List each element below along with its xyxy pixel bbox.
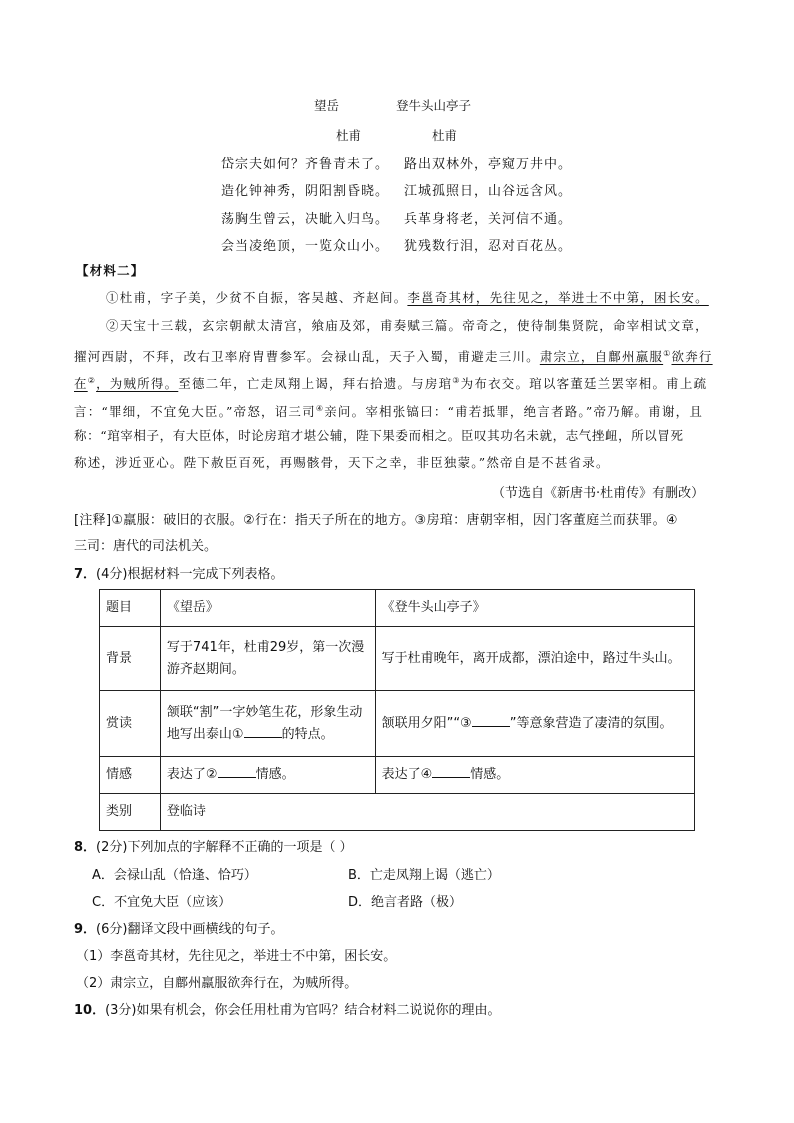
q7-table: [99, 589, 695, 831]
cell-text: 情感。: [470, 767, 510, 782]
question-number: 8．: [74, 840, 97, 855]
question-score: (4分): [96, 567, 128, 582]
material2-paragraph2-line: [74, 368, 707, 397]
answer-blank[interactable]: [244, 725, 282, 738]
poem1-line: 荡胸生曾云，决眦入归鸟。: [221, 212, 390, 227]
poem2-title: 登牛头山亭子: [396, 98, 472, 113]
table-cell: [160, 691, 375, 757]
underlined-sentence: ，为贼所得。: [96, 376, 179, 392]
table-cell: [375, 757, 694, 794]
cell-text: ”等意象营造了凄清的氛围。: [509, 715, 673, 731]
poem2-line: 犹残数行泪，忍对百花丛。: [404, 239, 573, 254]
poem1-line: 造化钟神秀，阴阳割昏晓。: [221, 184, 390, 199]
option-a[interactable]: A．会禄山乱（恰逢、恰巧）: [92, 868, 257, 883]
question-number: 10．: [74, 1003, 106, 1018]
table-cell: 类别: [100, 794, 161, 831]
notes-line: [注释]①羸服：破旧的衣服。②行在：指天子所在的地方。③房琯：唐朝宰相，因门客董庭兰而获罪。④: [74, 513, 678, 528]
option-d[interactable]: D．绝言者路（极）: [348, 895, 463, 910]
cell-text: 表达了②: [166, 767, 218, 782]
question-text: 翻译文段中画横线的句子。: [127, 922, 284, 937]
question-text: 如果有机会，你会任用杜甫为官吗？结合材料二说说你的理由。: [136, 1003, 501, 1018]
paragraph-text: 至德二年，亡走凤翔上谒，拜右拾遗。与房琯: [178, 376, 453, 392]
question-7: [74, 563, 283, 582]
question-score: (2分): [96, 840, 128, 855]
underlined-sentence: 肃宗立，自鄜州羸服: [539, 349, 664, 365]
material2-source: （节选自《新唐书·杜甫传》有删改）: [492, 486, 705, 501]
question-score: (6分): [96, 922, 128, 937]
material2-heading: 【材料二】: [76, 263, 145, 278]
material2-paragraph2-line: ②天宝十三载，玄宗朝献太清宫，飨庙及郊，甫奏赋三篇。帝奇之，使待制集贤院，命宰相试文章，: [106, 318, 709, 333]
table-row: [100, 757, 695, 794]
poem2-line: 路出双林外，亭窥万井中。: [404, 157, 573, 172]
poem1-author: 杜甫: [336, 128, 362, 143]
question-10: [74, 999, 501, 1018]
material2-paragraph2-line: [74, 396, 703, 425]
poem2-line: 兵革身将老，关河信不通。: [404, 212, 573, 227]
option-b[interactable]: B．亡走凤翔上谒（逃亡）: [348, 868, 500, 883]
material2-paragraph2-line: 称述，涉近亚心。陛下赦臣百死，再赐骸骨，天下之幸，非臣独蒙。”然帝自是不甚省录。: [74, 455, 610, 470]
question-9: [74, 918, 283, 937]
question-number: 7．: [74, 567, 97, 582]
table-cell: 情感: [100, 757, 161, 794]
translation-item: （2）肃宗立，自鄜州羸服欲奔行在，为贼所得。: [76, 976, 358, 991]
paragraph-text: 亲问。宰相张镐曰：“甫若抵罪，绝言者路。”帝乃解。甫谢，且: [324, 404, 704, 420]
table-cell: 赏读: [100, 691, 161, 757]
cell-text: 情感。: [255, 767, 295, 782]
answer-blank[interactable]: [218, 765, 256, 778]
poem1-line: 岱宗夫如何？齐鲁青未了。: [221, 157, 390, 172]
question-text: 根据材料一完成下列表格。: [127, 567, 284, 582]
paragraph-text: 为布衣交。琯以客董廷兰罢宰相。甫上疏: [460, 376, 708, 392]
underlined-sentence: 在: [74, 376, 88, 392]
paragraph-text: ①杜甫，字子美，少贫不自振，客吴越、齐赵间。: [106, 290, 408, 305]
footnote-marker: ③: [452, 376, 461, 385]
notes-line: 三司：唐代的司法机关。: [74, 539, 218, 554]
question-text: 下列加点的字解释不正确的一项是（ ）: [127, 840, 353, 855]
underlined-sentence: 李邕奇其材，先往见之，举进士不中第，困长安。: [407, 290, 709, 305]
paragraph-text: 擢河西尉，不拜，改右卫率府胄曹参军。会禄山乱，天子入蜀，甫避走三川。: [74, 349, 540, 365]
poem2-author: 杜甫: [432, 128, 458, 143]
table-cell: 背景: [100, 627, 161, 691]
footnote-marker: ①: [663, 349, 672, 358]
option-c[interactable]: C．不宜免大臣（应该）: [92, 895, 232, 910]
answer-blank[interactable]: [472, 714, 510, 727]
table-row: [100, 627, 695, 691]
table-cell: 《望岳》: [160, 590, 375, 627]
table-cell: [160, 757, 375, 794]
cell-text: 颔联用夕阳”“③: [381, 715, 472, 731]
table-row: [100, 590, 695, 627]
material2-paragraph2-line: 称：“琯宰相子，有大臣体，时论房琯才堪公辅，陛下果委而相之。臣叹其功名未就，志气挫衄，所以冒死: [74, 428, 684, 443]
material2-paragraph2-line: [74, 341, 713, 370]
cell-text: 表达了④: [381, 767, 433, 782]
question-8: [74, 836, 353, 855]
cell-text: 的特点。: [281, 726, 334, 742]
translation-item: （1）李邕奇其材，先往见之，举进士不中第，困长安。: [76, 949, 397, 964]
question-number: 9．: [74, 922, 97, 937]
table-cell: 写于杜甫晚年，离开成都，漂泊途中，路过牛头山。: [375, 627, 694, 691]
table-row: [100, 794, 695, 831]
question-score: (3分): [105, 1003, 137, 1018]
poem1-title: 望岳: [314, 98, 340, 113]
footnote-marker: ②: [87, 376, 97, 385]
table-row: [100, 691, 695, 757]
table-cell: 题目: [100, 590, 161, 627]
poem1-line: 会当凌绝顶，一览众山小。: [221, 239, 390, 254]
table-cell: 《登牛头山亭子》: [375, 590, 694, 627]
paragraph-text: 言：“罪细，不宜免大臣。”帝怒，诏三司: [74, 404, 316, 420]
table-cell: 登临诗: [160, 794, 694, 831]
material2-paragraph1: [106, 285, 709, 311]
poem2-line: 江城孤照日，山谷远含风。: [404, 184, 573, 199]
underlined-sentence: 欲奔行: [671, 349, 713, 365]
table-cell: 写于741年，杜甫29岁，第一次漫游齐赵期间。: [160, 627, 375, 691]
footnote-marker: ④: [315, 404, 325, 413]
table-cell: [375, 691, 694, 757]
cell-text: 颔联“割”一字妙笔生花，形象生动地写出泰山①: [166, 704, 363, 742]
answer-blank[interactable]: [432, 765, 470, 778]
